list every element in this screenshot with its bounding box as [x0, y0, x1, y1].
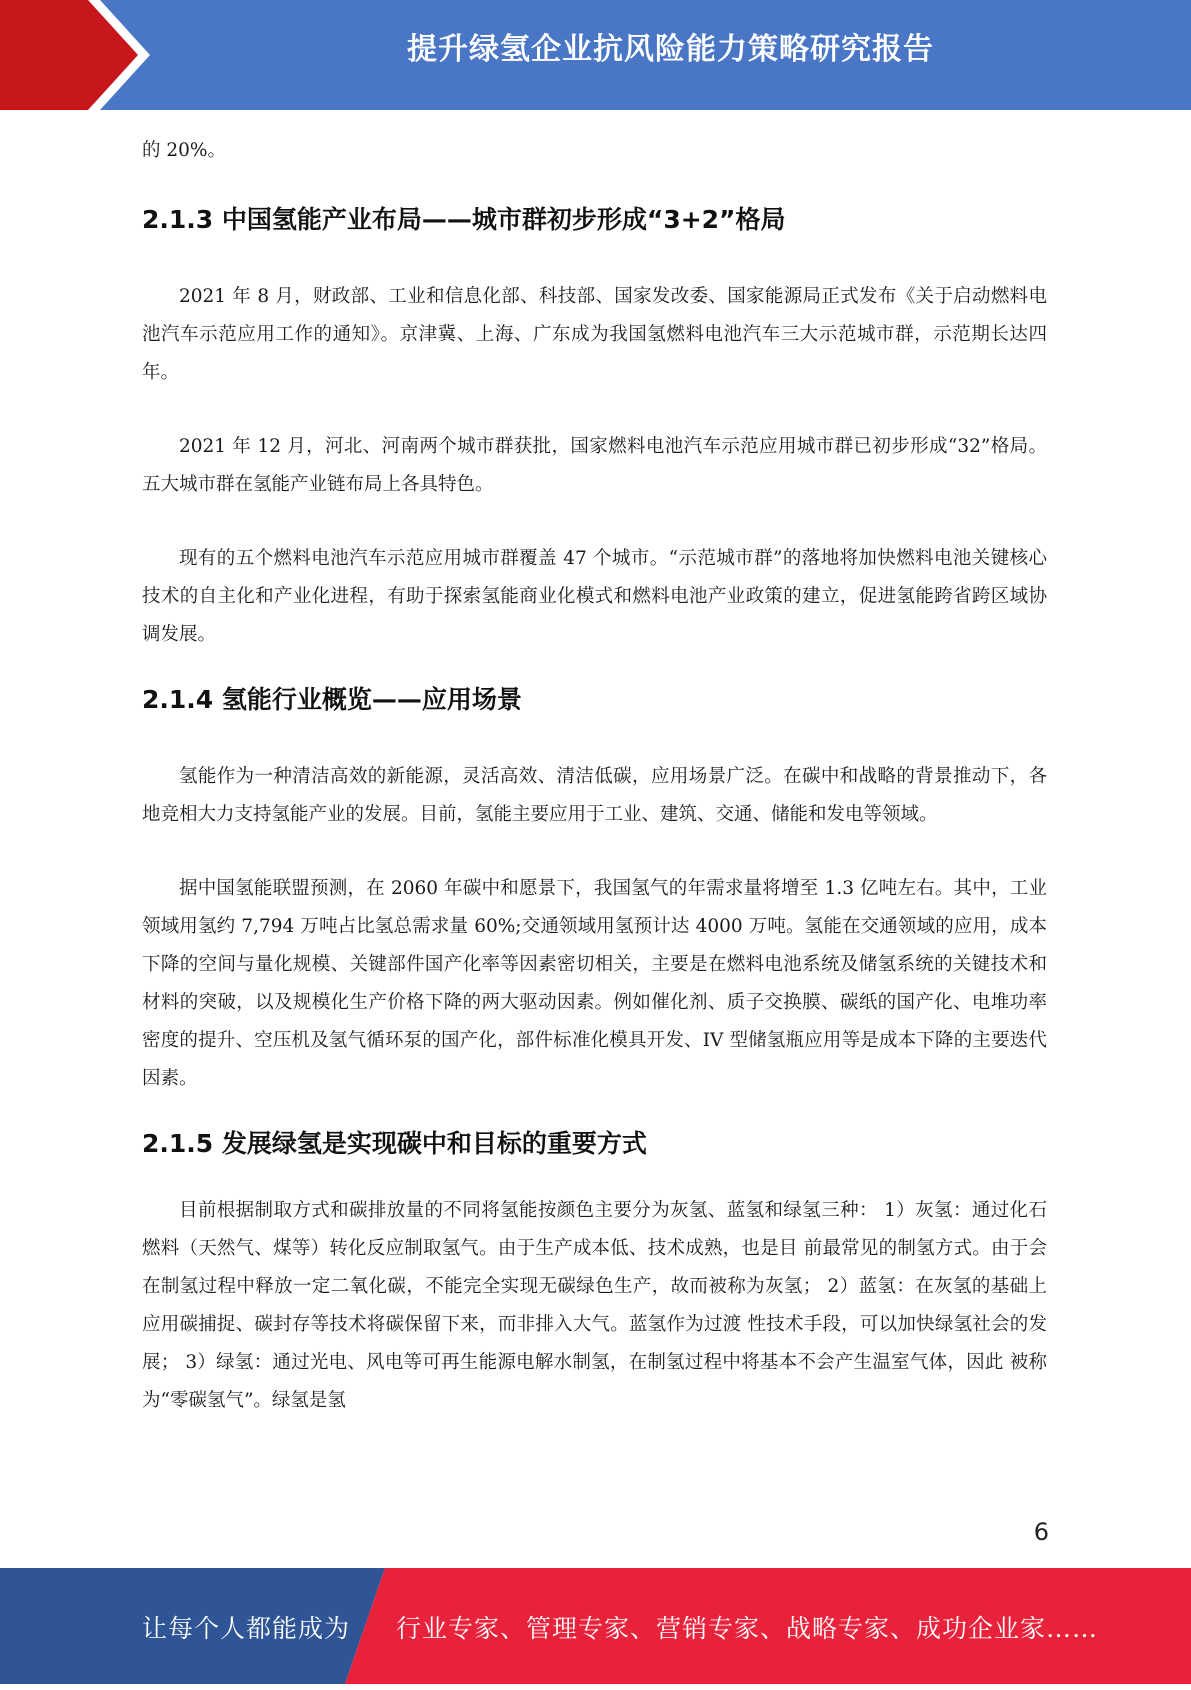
paragraph: 据中国氢能联盟预测，在 2060 年碳中和愿景下，我国氢气的年需求量将增至 1.3 亿吨左右。其中，工业领域用氢约 7,794 万吨占比氢总需求量 60%;交通领域用氢预计达 4000 万吨。氢能在交通领域的应用，成本下降的空间与量化规模、关键部件国产化率等因素密切相关，主要是在燃料电池系统及储氢系统的关键技术和材料的突破，以及规模化生产价格下降的两大驱动因素。例如催化剂、质子交换膜、碳纸的国产化、电堆功率密度的提升、空压机及氢气循环泵的国产化，部件标准化模具开发、IV 型储氢瓶应用等是成本下降的主要迭代因素。 [142, 878, 1047, 1089]
paragraph: 目前根据制取方式和碳排放量的不同将氢能按颜色主要分为灰氢、蓝氢和绿氢三种： 1）灰氢：通过化石燃料（天然气、煤等）转化反应制取氢气。由于生产成本低、技术成熟，也是目 前最常见的制氢方式。由于会在制氢过程中释放一定二氧化碳，不能完全实现无碳绿色生产，故而被称为灰氢； 2）蓝氢：在灰氢的基础上应用碳捕捉、碳封存等技术将碳保留下来，而非排入大气。蓝氢作为过渡 性技术手段，可以加快绿氢社会的发展； 3）绿氢：通过光电、风电等可再生能源电解水制氢，在制氢过程中将基本不会产生温室气体，因此 被称为“零碳氢气”。绿氢是氢 [142, 1200, 1047, 1411]
section-heading-2-1-5: 2.1.5 发展绿氢是实现碳中和目标的重要方式 [142, 1129, 647, 1158]
page-number: 6 [1033, 1518, 1049, 1546]
page-body [142, 132, 1047, 1456]
report-title: 提升绿氢企业抗风险能力策略研究报告 [407, 32, 934, 67]
page-footer [0, 1568, 1191, 1684]
paragraph: 2021 年 8 月，财政部、工业和信息化部、科技部、国家发改委、国家能源局正式发布《关于启动燃料电池汽车示范应用工作的通知》。京津冀、上海、广东成为我国氢燃料电池汽车三大示范城市群，示范期长达四年。 [142, 286, 1047, 383]
lead-text: 的 20%。 [142, 140, 226, 161]
section-heading-2-1-4: 2.1.4 氢能行业概览——应用场景 [142, 685, 522, 714]
paragraph: 氢能作为一种清洁高效的新能源，灵活高效、清洁低碳，应用场景广泛。在碳中和战略的背景推动下，各地竞相大力支持氢能产业的发展。目前，氢能主要应用于工业、建筑、交通、储能和发电等领域。 [142, 766, 1047, 825]
page-header [0, 0, 1191, 110]
footer-slogan-left: 让每个人都能成为 [142, 1614, 351, 1643]
paragraph: 2021 年 12 月，河北、河南两个城市群获批，国家燃料电池汽车示范应用城市群已初步形成“32”格局。五大城市群在氢能产业链布局上各具特色。 [142, 436, 1047, 495]
footer-slogan-right: 行业专家、管理专家、营销专家、战略专家、成功企业家…… [396, 1614, 1099, 1643]
section-heading-2-1-3: 2.1.3 中国氢能产业布局——城市群初步形成“3+2”格局 [142, 205, 786, 234]
paragraph: 现有的五个燃料电池汽车示范应用城市群覆盖 47 个城市。“示范城市群”的落地将加快燃料电池关键核心技术的自主化和产业化进程，有助于探索氢能商业化模式和燃料电池产业政策的建立，促进氢能跨省跨区域协调发展。 [142, 548, 1047, 645]
